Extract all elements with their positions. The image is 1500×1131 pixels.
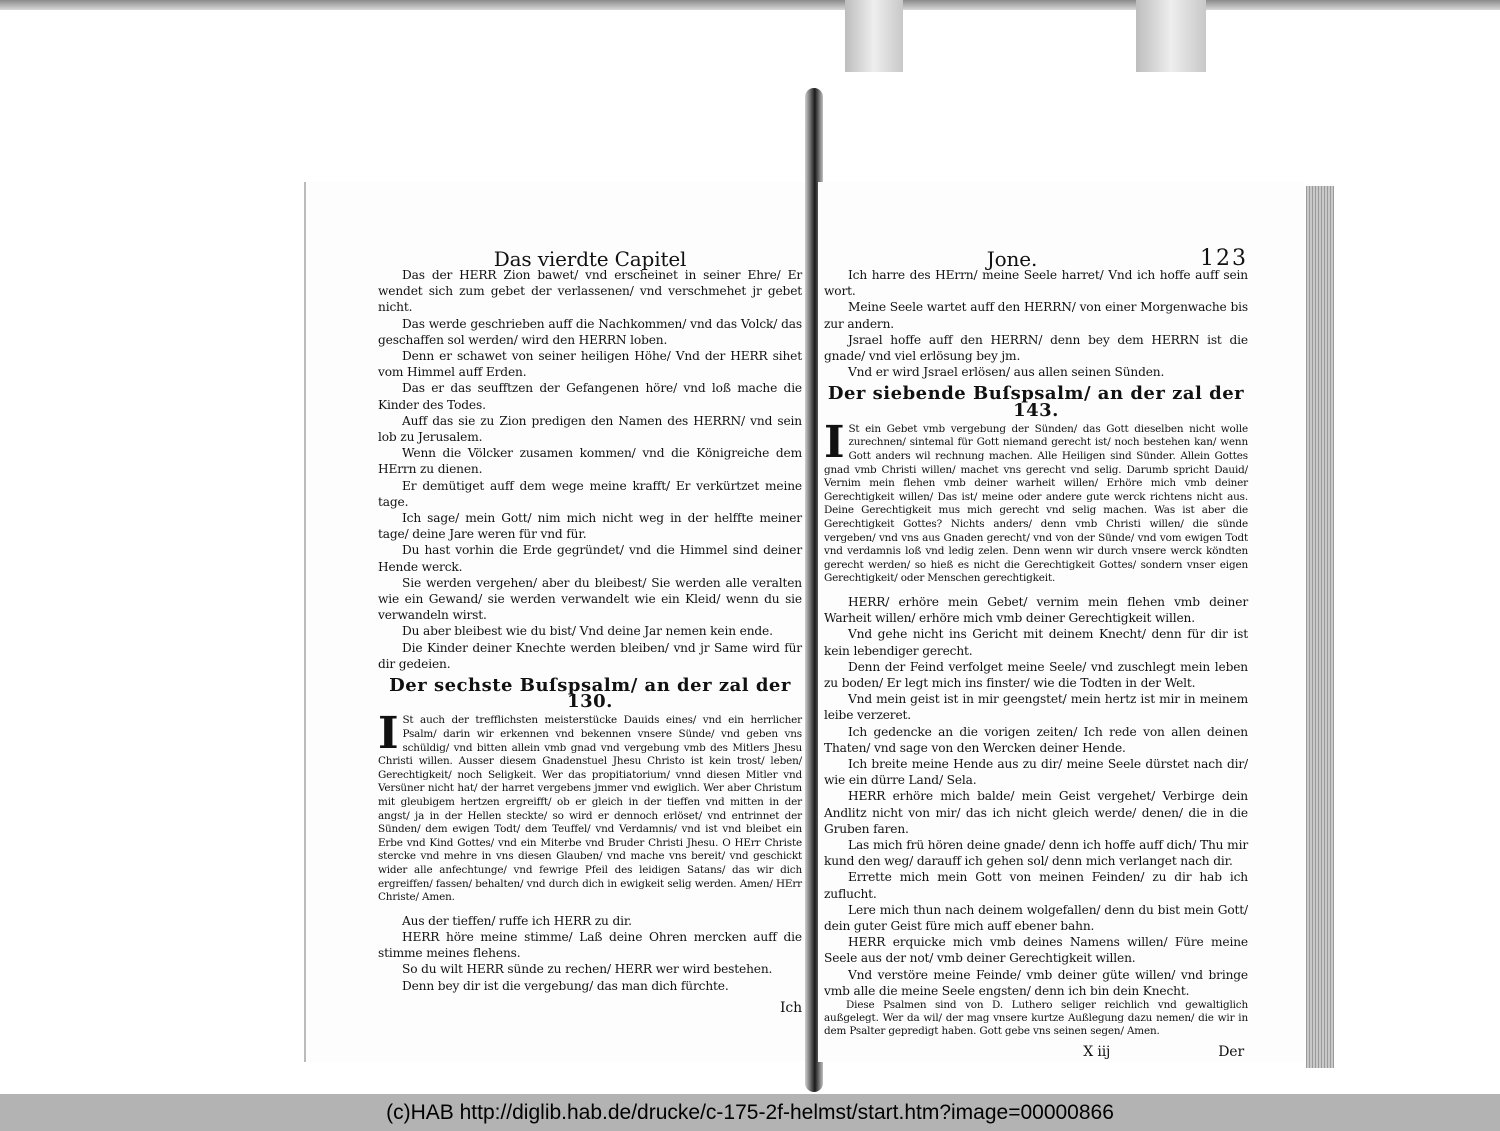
verse: Vnd mein geist ist in mir geengstet/ mein hertz ist mir in meinem leibe verzeret. <box>824 692 1248 723</box>
archive-credit-link[interactable]: (c)HAB http://diglib.hab.de/drucke/c-175-2f-helmst/start.htm?image=00000866 <box>386 1101 1114 1124</box>
book-clamp-right <box>1136 0 1206 72</box>
verse: Du hast vorhin die Erde gegründet/ vnd die Himmel sind deiner Hende werck. <box>378 543 802 574</box>
left-verses-bottom <box>378 913 802 994</box>
verse: HERR höre meine stimme/ Laß deine Ohren mercken auff die stimme meines flehens. <box>378 930 802 961</box>
right-running-head <box>824 237 1248 271</box>
psalm-intro-143 <box>824 416 1248 586</box>
psalm-heading-143: Der siebende Buſspsalm/ an der zal der 143. <box>827 383 1245 421</box>
verse: Errette mich mein Gott von meinen Feinden/ zu dir hab ich zuflucht. <box>824 870 1248 901</box>
right-page <box>818 182 1304 1062</box>
verse: Vnd er wird Jsrael erlösen/ aus allen seinen Sünden. <box>848 365 1165 380</box>
drop-capital: I <box>378 708 399 760</box>
book-clamp-left <box>845 0 903 72</box>
running-head-title: Jone. <box>986 246 1038 271</box>
verse: Er demütiget auff dem wege meine krafft/ Er verkürtzet meine tage. <box>378 478 802 509</box>
right-verses-top <box>824 267 1248 380</box>
verse: Jsrael hoffe auff den HERRN/ denn bey dem HERRN ist die gnade/ vnd viel erlösung bey jm. <box>824 332 1248 364</box>
verse: Das er das seufftzen der Gefangenen höre/ vnd loß mache die Kinder des Todes. <box>378 381 802 412</box>
verse: Du aber bleibest wie du bist/ Vnd deine Jar nemen kein ende. <box>402 624 773 639</box>
verse: Auff das sie zu Zion predigen den Namen des HERRN/ vnd sein lob zu Jerusalem. <box>378 413 802 445</box>
verse: Denn der Feind verfolget meine Seele/ vnd zuschlegt mein leben zu boden/ Er legt mich ins finster/ wie die Todten in der Welt. <box>824 659 1248 690</box>
left-page <box>304 182 810 1062</box>
verse: Las mich frü hören deine gnade/ denn ich hoffe auff dich/ Thu mir kund den weg/ darauff ich gehen sol/ denn mich verlanget nach dir. <box>824 838 1248 869</box>
verse: Aus der tieffen/ ruffe ich HERR zu dir. <box>402 913 632 928</box>
verse: Das werde geschrieben auff die Nachkommen/ vnd das Volck/ das geschaffen sol werden/ wird den HERRN loben. <box>378 316 802 347</box>
verse: Die Kinder deiner Knechte werden bleiben/ vnd jr Same wird für dir gedeien. <box>378 640 802 671</box>
verse: Vnd gehe nicht ins Gericht mit deinem Knecht/ denn für dir ist kein lebendiger gerecht. <box>824 627 1248 658</box>
right-verses-bottom <box>824 594 1248 999</box>
psalm-intro-130 <box>378 708 802 904</box>
verse: Ich gedencke an die vorigen zeiten/ Ich rede von allen deinen Thaten/ vnd sage von den Wercken deiner Hende. <box>824 724 1248 755</box>
signature-mark: X iij <box>1083 1044 1111 1061</box>
verse: Meine Seele wartet auff den HERRN/ von einer Morgenwache bis zur andern. <box>824 300 1248 331</box>
verse: HERR erhöre mich balde/ mein Geist vergehet/ Verbirge dein Andlitz nicht von mir/ das ich nicht gleich werde/ denen/ die in die Gruben faren. <box>824 789 1248 836</box>
verse: HERR erquicke mich vmb deines Namens willen/ Füre meine Seele aus der not/ vmb deiner Gerechtigkeit willen. <box>824 935 1248 966</box>
left-running-head <box>378 237 802 271</box>
catchword: Ich <box>780 999 802 1016</box>
verse: Denn er schawet von seiner heiligen Höhe/ Vnd der HERR sihet vom Himmel auff Erden. <box>378 349 802 380</box>
verse: Denn bey dir ist die vergebung/ das man dich fürchte. <box>402 978 729 993</box>
verse: Ich sage/ mein Gott/ nim mich nicht weg in der helffte meiner tage/ deine Jare weren für vnd für. <box>378 511 802 542</box>
verse: Ich breite meine Hende aus zu dir/ meine Seele dürstet nach dir/ wie ein dürre Land/ Sela. <box>824 756 1248 788</box>
closing-note: Diese Psalmen sind von D. Luthero seliger reichlich vnd gewaltiglich außgelegt. Wer da wil/ der mag vnsere kurtze Außlegung dazu nemen/ die wir in dem Psalter gepredigt haben. Gott gebe vns seinen segen/ Amen. <box>824 999 1248 1038</box>
verse: Das der HERR Zion bawet/ vnd erscheinet in seiner Ehre/ Er wendet sich zum gebet der verlassenen/ vnd verschmehet jr gebet nicht. <box>378 268 802 315</box>
scan-top-edge <box>0 0 1500 10</box>
intro-text: St auch der trefflichsten meisterstücke Dauids eines/ vnd ein herrlicher Psalm/ darin wir erkennen vnd bekennen vnsere Sünde/ vnd geben vns schüldig/ vnd bitten allein vmb gnad vnd vergebung vmb des Mitlers Jhesu Christi willen. Ausser diesem Gnadenstuel Jhesu Christo ist kein trost/ leben/ Gerechtigkeit/ noch Seligkeit. Wer das propitiatorium/ vnnd diesen Mitler vnd Versüner nicht hat/ der harret vergebens jmmer vnd ewiglich. Wer aber Christum mit gleubigem hertzen ergreifft/ ob er gleich in der tieffen vnd mitten in der angst/ ja in der Hellen steckte/ so wird er dennoch erlöset/ vnd entrinnet der Sünden/ dem ewigen Todt/ dem Teuffel/ vnd Verdamnis/ vnd ist vnd bleibet ein Erbe vnd Kind Gottes/ vnd ein Miterbe vnd Bruder Christi Jhesu. O HErr Christe stercke vnd mehre in vns diesen Glauben/ vnd mache vns bereit/ vnd geschickt wider alle anfechtunge/ vnd fewrige Pfeil des leidigen Satans/ das wir dich ergreiffen/ fassen/ behalten/ vnd durch dich in ewigkeit selig werden. Amen/ HErr Christe/ Amen. <box>378 714 802 904</box>
page-footer-line <box>824 1044 1248 1060</box>
archive-credit-bar <box>0 1094 1500 1131</box>
drop-capital: I <box>824 416 845 468</box>
running-head-title: Das vierdte Capitel <box>493 246 687 271</box>
intro-text: St ein Gebet vmb vergebung der Sünden/ das Gott dieselben nicht wolle zurechnen/ sintemal für Gott niemand gerecht ist/ noch bestehen kan/ wenn Gott anders wil rechnung machen. Alle Heiligen sind Sünder. Allein Gottes gnad vmb Christi willen/ machet vns gerecht vnd selig. Darumb spricht Dauid/ Vernim mein flehen vmb deiner warheit willen/ Erhöre mich vmb deiner Gerechtigkeit willen/ Das ist/ meine oder andere gute werck richtens nicht aus. Deine Gerechtigkeit mus mich gerecht vnd selig machen. Was ist aber die Gerechtigkeit Gottes? Nichts anders/ denn vmb Christi willen/ die sünde vergeben/ vnd vns aus Gnaden gerecht/ vnd von der Sünde/ vnd vom ewigen Todt vnd verdamnis loß vnd ledig zelen. Denn wenn wir durch vnsere werck köndten gerecht werden/ so hieß es nicht die Gerechtigkeit Gottes/ sondern vnser eigen Gerechtigkeit/ oder Menschen gerechtigkeit. <box>824 422 1248 585</box>
verse: HERR/ erhöre mein Gebet/ vernim mein flehen vmb deiner Warheit willen/ erhöre mich vmb deiner Gerechtigkeit willen. <box>824 594 1248 626</box>
left-page-text <box>378 237 802 1016</box>
psalm-heading-130: Der sechste Buſspsalm/ an der zal der 130. <box>389 675 791 713</box>
verse: Ich harre des HErrn/ meine Seele harret/ Vnd ich hoffe auff sein wort. <box>824 268 1248 299</box>
verse: Wenn die Völcker zusamen kommen/ vnd die Königreiche dem HErrn zu dienen. <box>378 446 802 477</box>
page-stack-edge <box>1306 186 1334 1068</box>
right-page-text <box>824 237 1248 1060</box>
catchword: Der <box>1218 1044 1244 1061</box>
page-number: 123 <box>1200 245 1248 271</box>
verse: So du wilt HERR sünde zu rechen/ HERR wer wird bestehen. <box>402 962 773 977</box>
left-verses-top <box>378 267 802 672</box>
verse: Sie werden vergehen/ aber du bleibest/ Sie werden alle veralten wie ein Gewand/ sie werden verwandelt wie ein Kleid/ wenn du sie verwandeln wirst. <box>378 575 802 623</box>
verse: Lere mich thun nach deinem wolgefallen/ denn du bist mein Gott/ dein guter Geist füre mich auff ebener bahn. <box>824 902 1248 934</box>
verse: Vnd verstöre meine Feinde/ vmb deiner güte willen/ vnd bringe vmb alle die meine Seele engsten/ denn ich bin dein Knecht. <box>824 967 1248 998</box>
